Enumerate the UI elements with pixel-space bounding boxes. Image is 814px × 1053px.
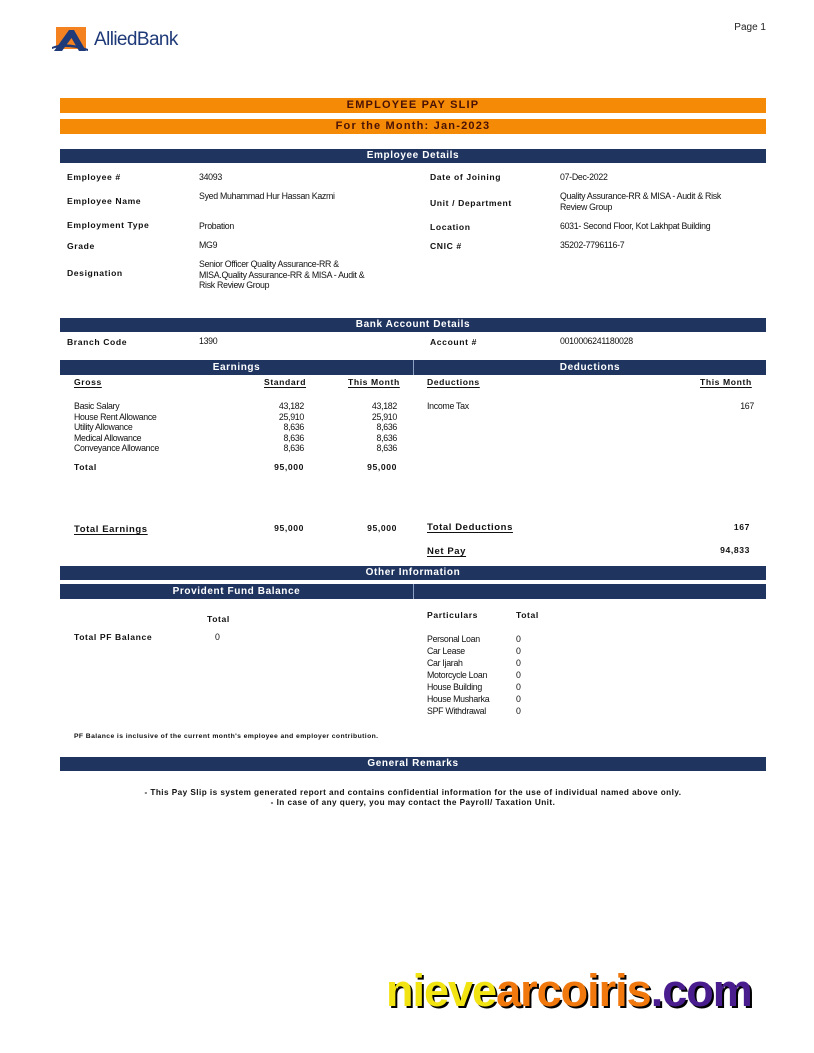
date-of-joining-label: Date of Joining <box>430 172 502 182</box>
provident-fund-heading-blank <box>414 584 766 599</box>
earnings-deductions-heading <box>60 360 766 375</box>
pf-balance-label: Total PF Balance <box>74 632 153 642</box>
provident-fund-heading-bar <box>60 584 766 599</box>
earning-this-month: 25,910 <box>371 411 397 422</box>
particulars-header: Particulars <box>427 610 479 620</box>
earnings-total-label: Total <box>74 462 97 472</box>
unit-department-value <box>560 191 721 212</box>
payslip-title: EMPLOYEE PAY SLIP <box>60 98 766 113</box>
particular-name: SPF Withdrawal <box>427 706 486 716</box>
allied-bank-logo <box>52 26 192 54</box>
this-month-column-header: This Month <box>348 377 400 387</box>
particular-total: 0 <box>516 682 521 692</box>
designation-line: Senior Officer Quality Assurance-RR & <box>199 259 339 269</box>
provident-fund-heading: Provident Fund Balance <box>60 584 413 599</box>
pf-note: PF Balance is inclusive of the current month's employee and employer contribution. <box>74 733 379 740</box>
pf-total-header: Total <box>207 614 230 624</box>
particular-name: Personal Loan <box>427 634 480 644</box>
watermark-text <box>386 966 752 1016</box>
net-pay-value: 94,833 <box>720 545 750 555</box>
employee-name-value: Syed Muhammad Hur Hassan Kazmi <box>199 191 335 201</box>
deductions-column-header: Deductions <box>427 377 480 387</box>
standard-column-header: Standard <box>264 377 307 387</box>
employee-number-value: 34093 <box>199 172 222 182</box>
earning-standard: 8,636 <box>283 422 304 433</box>
total-earnings-label: Total Earnings <box>74 524 148 535</box>
particulars-names <box>427 633 489 717</box>
grade-label: Grade <box>67 241 95 251</box>
employment-type-value: Probation <box>199 221 234 231</box>
other-information-heading: Other Information <box>60 566 766 580</box>
earnings-total-standard: 95,000 <box>274 462 304 472</box>
particular-total: 0 <box>516 706 521 716</box>
earning-name: Basic Salary <box>74 401 120 411</box>
gross-column-header: Gross <box>74 377 102 387</box>
general-remarks-text <box>60 788 766 807</box>
earning-this-month: 43,182 <box>371 401 397 411</box>
pf-balance-value: 0 <box>215 632 220 642</box>
particular-name: House Building <box>427 682 482 692</box>
bank-name: AlliedBank <box>94 29 178 50</box>
designation-line: MISA.Quality Assurance-RR & MISA - Audit & <box>199 269 365 280</box>
particular-total: 0 <box>516 634 521 644</box>
date-of-joining-value: 07-Dec-2022 <box>560 172 608 182</box>
particular-name: House Musharka <box>427 694 490 704</box>
earning-this-month: 8,636 <box>376 422 397 433</box>
particular-total: 0 <box>516 646 521 656</box>
particular-name: Car Lease <box>427 646 465 656</box>
location-label: Location <box>430 222 471 232</box>
total-earnings-standard: 95,000 <box>274 523 304 533</box>
unit-department-line: Review Group <box>560 201 613 212</box>
net-pay-label: Net Pay <box>427 546 467 557</box>
employee-details-heading: Employee Details <box>60 149 766 163</box>
earning-standard: 43,182 <box>278 401 304 411</box>
earnings-names <box>74 401 159 454</box>
earning-standard: 8,636 <box>283 443 304 454</box>
employee-name-label: Employee Name <box>67 196 142 206</box>
employment-type-label: Employment Type <box>67 220 150 230</box>
remark-line: - In case of any query, you may contact the Payroll/ Taxation Unit. <box>270 797 556 807</box>
unit-department-label: Unit / Department <box>430 198 512 208</box>
payslip-month: For the Month: Jan-2023 <box>60 119 766 134</box>
earning-this-month: 8,636 <box>376 443 397 454</box>
branch-code-value: 1390 <box>199 336 218 346</box>
page-number: Page 1 <box>734 22 766 33</box>
earnings-standard-values <box>250 401 304 454</box>
location-value: 6031- Second Floor, Kot Lakhpat Building <box>560 221 711 231</box>
earnings-this-month-values <box>343 401 397 454</box>
cnic-value: 35202-7796116-7 <box>560 240 625 250</box>
deductions-heading: Deductions <box>414 360 766 375</box>
earnings-total-this-month: 95,000 <box>367 462 397 472</box>
earning-name: Utility Allowance <box>74 422 133 433</box>
earning-standard: 8,636 <box>283 432 304 443</box>
watermark-part: nieve <box>386 965 497 1016</box>
particular-total: 0 <box>516 694 521 704</box>
bank-account-heading: Bank Account Details <box>60 318 766 332</box>
watermark-part: arcoiris <box>496 965 651 1016</box>
cnic-label: CNIC # <box>430 241 462 251</box>
total-earnings-this-month: 95,000 <box>367 523 397 533</box>
particulars-totals <box>516 633 521 717</box>
earning-name: House Rent Allowance <box>74 411 157 422</box>
grade-value: MG9 <box>199 240 218 250</box>
designation-line: Risk Review Group <box>199 280 270 290</box>
allied-bank-logo-icon <box>52 27 90 53</box>
designation-label: Designation <box>67 268 123 278</box>
deductions-this-month-column-header: This Month <box>700 377 752 387</box>
earning-this-month: 8,636 <box>376 432 397 443</box>
particular-total: 0 <box>516 658 521 668</box>
earning-standard: 25,910 <box>278 411 304 422</box>
account-number-label: Account # <box>430 337 477 347</box>
remark-line: - This Pay Slip is system generated report and contains confidential information for the use of individual named above only. <box>144 788 682 797</box>
earning-name: Medical Allowance <box>74 432 142 443</box>
total-deductions-value: 167 <box>733 522 750 532</box>
particular-name: Motorcycle Loan <box>427 670 488 680</box>
particulars-total-header: Total <box>516 610 539 620</box>
designation-value <box>199 259 364 291</box>
account-number-value: 0010006241180028 <box>560 336 633 346</box>
deduction-this-month: 167 <box>740 401 754 411</box>
branch-code-label: Branch Code <box>67 337 128 347</box>
earning-name: Conveyance Allowance <box>74 443 159 454</box>
employee-number-label: Employee # <box>67 172 121 182</box>
unit-department-line: Quality Assurance-RR & MISA - Audit & Risk <box>560 191 721 201</box>
particular-total: 0 <box>516 670 521 680</box>
total-deductions-label: Total Deductions <box>427 522 513 533</box>
watermark-part: .com <box>650 965 752 1016</box>
particular-name: Car Ijarah <box>427 658 463 668</box>
earnings-heading: Earnings <box>60 360 413 375</box>
deduction-name: Income Tax <box>427 401 469 411</box>
general-remarks-heading: General Remarks <box>60 757 766 771</box>
